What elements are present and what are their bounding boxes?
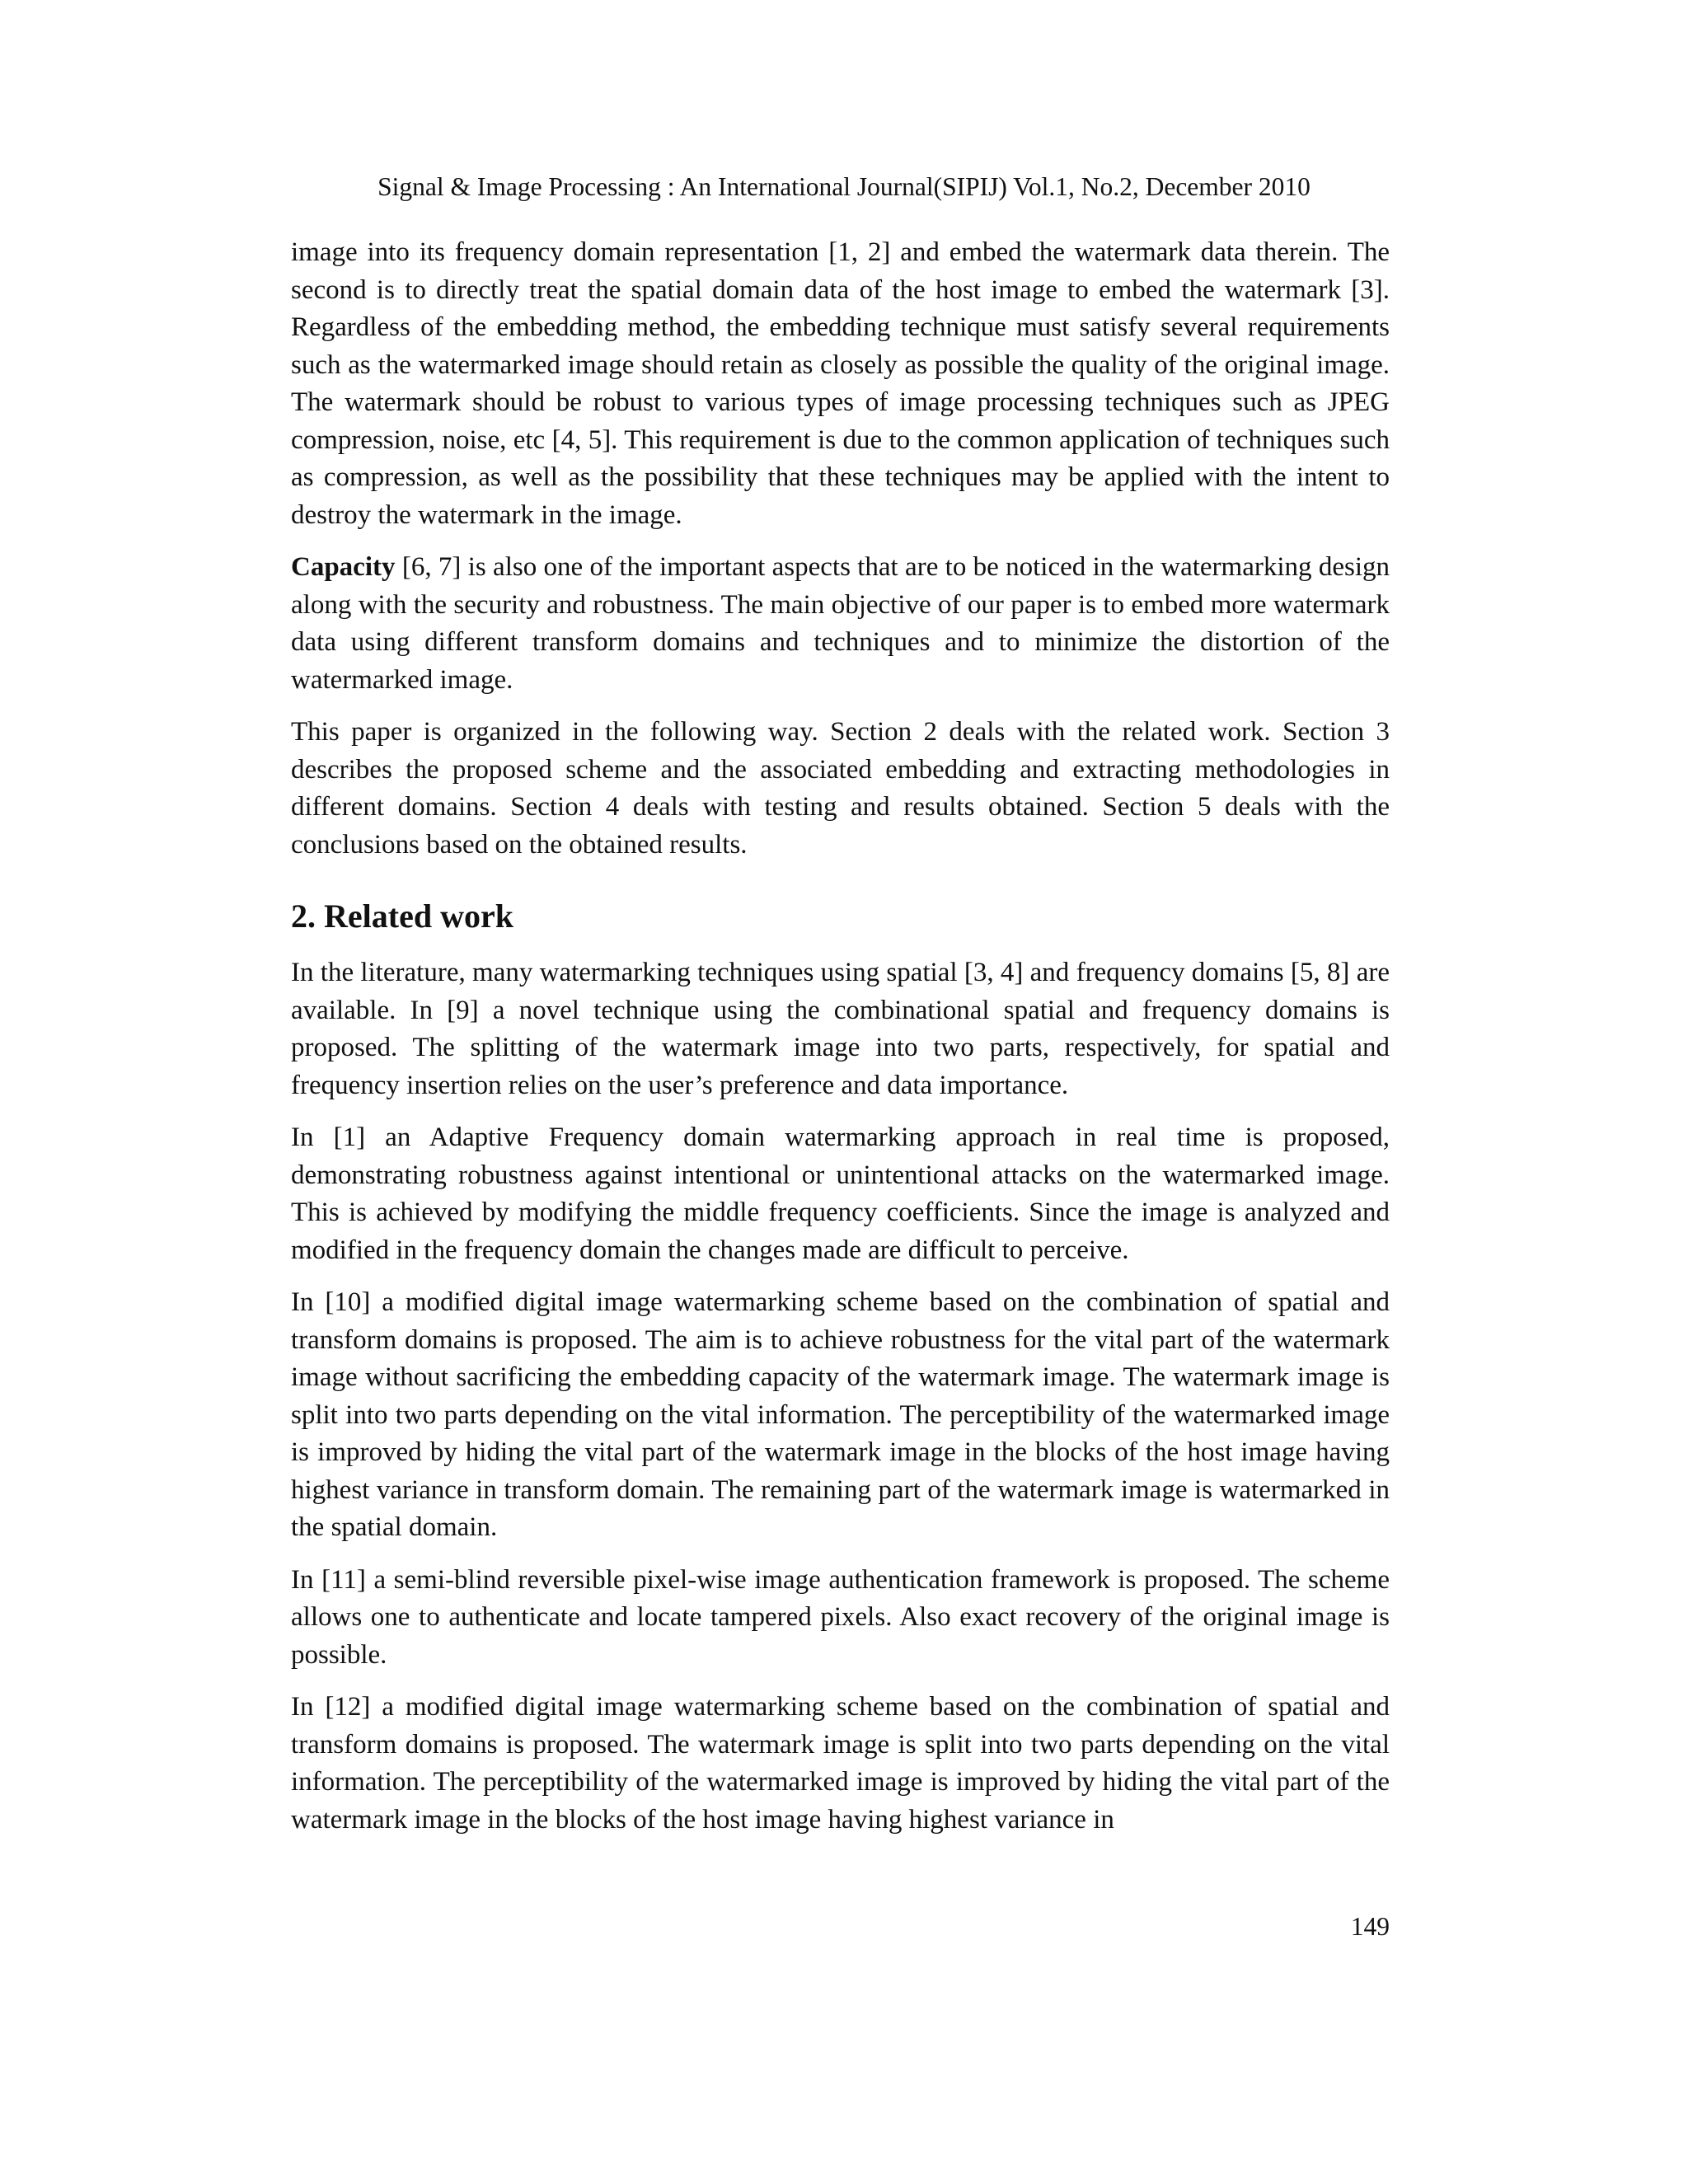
related-work-paragraph-1: In the literature, many watermarking techniques using spatial [3, 4] and frequency domains [5, 8] are available. In [9] a novel technique using the combinational spatial and frequency domains is proposed. The splitting of the watermark image into two parts, respectively, for spatial and frequency insertion relies on the user’s preference and data importance.: [291, 958, 1390, 1100]
related-work-paragraph-2: In [1] an Adaptive Frequency domain watermarking approach in real time is proposed, demonstrating robustness against intentional or unintentional attacks on the watermarked image. This is achieved by modifying the middle frequency coefficients. Since the image is analyzed and modified in the frequency domain the changes made are difficult to perceive.: [291, 1122, 1390, 1265]
related-work-paragraph-4: In [11] a semi-blind reversible pixel-wise image authentication framework is proposed. The scheme allows one to authenticate and locate tampered pixels. Also exact recovery of the original image is possible.: [291, 1564, 1390, 1670]
related-work-paragraph-3: In [10] a modified digital image watermarking scheme based on the combination of spatial and transform domains is proposed. The aim is to achieve robustness for the vital part of the watermark image without sacrificing the embedding capacity of the watermark image. The watermark image is split into two parts depending on the vital information. The perceptibility of the watermarked image is improved by hiding the vital part of the watermark image in the blocks of the host image having highest variance in transform domain. The remaining part of the watermark image is watermarked in the spatial domain.: [291, 1287, 1390, 1542]
intro-paragraph-1: image into its frequency domain representation [1, 2] and embed the watermark data therein. The second is to directly treat the spatial domain data of the host image to embed the watermark [3]. Regardless of the embedding method, the embedding technique must satisfy several requirements such as the watermarked image should retain as closely as possible the quality of the original image. The watermark should be robust to various types of image processing techniques such as JPEG compression, noise, etc [4, 5]. This requirement is due to the common application of techniques such as compression, as well as the possibility that these techniques may be applied with the intent to destroy the watermark in the image.: [291, 237, 1390, 530]
page-number: 149: [1350, 1912, 1390, 1941]
page-body: [291, 234, 1390, 1854]
capacity-paragraph-text: [6, 7] is also one of the important aspects that are to be noticed in the watermarking design along with the security and robustness. The main objective of our paper is to embed more watermark data using different transform domains and techniques and to minimize the distortion of the watermarked image.: [291, 552, 1390, 695]
related-work-paragraph-5: In [12] a modified digital image watermarking scheme based on the combination of spatial and transform domains is proposed. The watermark image is split into two parts depending on the vital information. The perceptibility of the watermarked image is improved by hiding the vital part of the watermark image in the blocks of the host image having highest variance in: [291, 1692, 1390, 1835]
running-header: Signal & Image Processing : An International Journal(SIPIJ) Vol.1, No.2, December 2010: [377, 172, 1311, 201]
capacity-lead-term: Capacity: [291, 552, 396, 582]
intro-paragraph-3: This paper is organized in the following way. Section 2 deals with the related work. Section 3 describes the proposed scheme and the associated embedding and extracting methodologies in different domains. Section 4 deals with testing and results obtained. Section 5 deals with the conclusions based on the obtained results.: [291, 717, 1390, 860]
intro-paragraph-2: [291, 549, 1390, 699]
section-heading-related-work: 2. Related work: [291, 898, 513, 935]
